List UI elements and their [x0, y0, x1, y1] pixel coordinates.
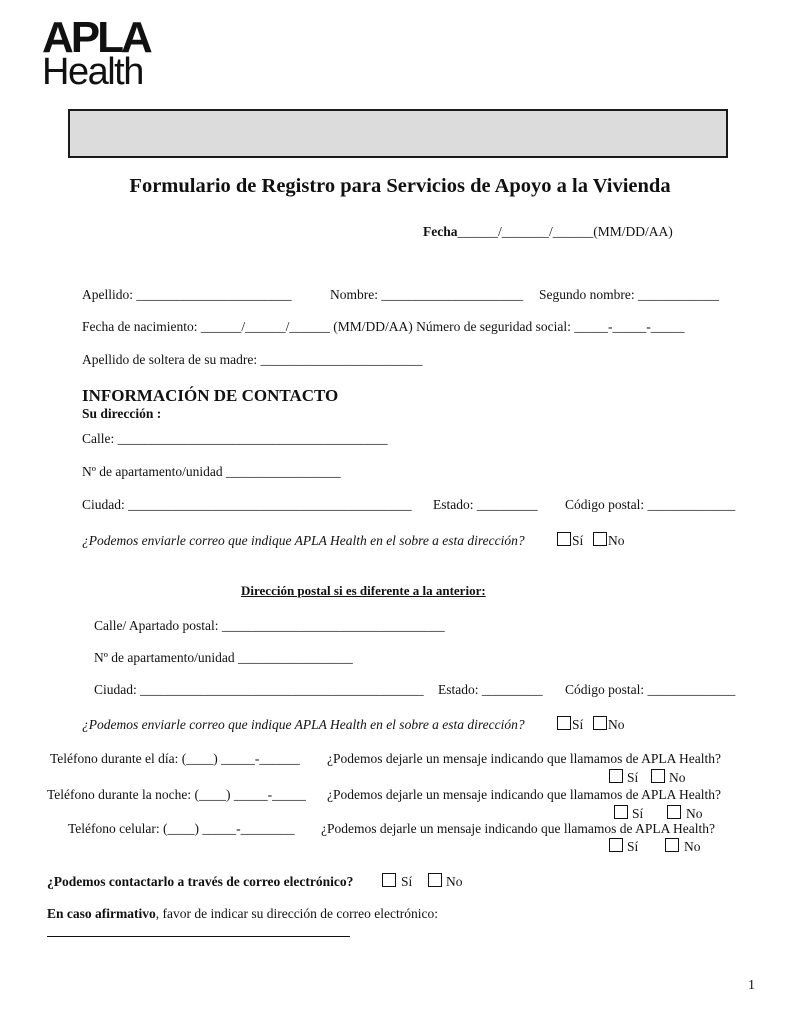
page-title: Formulario de Registro para Servicios de Apoyo a la Vivienda [129, 175, 671, 197]
postal-mail-yes-checkbox[interactable] [557, 716, 571, 730]
date-row [423, 224, 673, 240]
zip-field[interactable]: Código postal: _____________ [565, 497, 736, 512]
state-field[interactable]: Estado: _________ [433, 497, 538, 512]
apartment-field[interactable]: Nº de apartamento/unidad _________________ [82, 464, 341, 479]
middle-name-field[interactable]: Segundo nombre: ____________ [539, 287, 719, 302]
night-message-no-label: No [686, 806, 703, 821]
cell-phone-field[interactable]: Teléfono celular: (____) _____-________ [68, 821, 295, 836]
city-field[interactable]: Ciudad: __________________________________________ [82, 497, 412, 512]
last-name-field[interactable]: Apellido: _______________________ [82, 287, 292, 302]
postal-mail-no-checkbox[interactable] [593, 716, 607, 730]
mail-yes-label: Sí [572, 533, 584, 548]
day-message-no-checkbox[interactable] [651, 769, 665, 783]
date-label: Fecha [423, 224, 458, 239]
postal-zip-field[interactable]: Código postal: _____________ [565, 682, 736, 697]
street-field[interactable]: Calle: ________________________________________ [82, 431, 388, 446]
cell-message-no-checkbox[interactable] [665, 838, 679, 852]
email-yes-checkbox[interactable] [382, 873, 396, 887]
postal-mail-no-label: No [608, 717, 625, 732]
postal-state-field[interactable]: Estado: _________ [438, 682, 543, 697]
day-message-no-label: No [669, 770, 686, 785]
date-format: (MM/DD/AA) [593, 224, 673, 239]
email-affirmative-rest: , favor de indicar su dirección de correo electrónico: [155, 906, 438, 921]
postal-apartment-field[interactable]: Nº de apartamento/unidad _________________ [94, 650, 353, 665]
email-yes-label: Sí [401, 874, 413, 889]
night-message-no-checkbox[interactable] [667, 805, 681, 819]
postal-heading: Dirección postal si es diferente a la anterior: [241, 583, 486, 598]
email-no-label: No [446, 874, 463, 889]
birth-date-ssn-field[interactable]: Fecha de nacimiento: ______/______/______ (MM/DD/AA) Número de seguridad social: _____-_____-_____ [82, 319, 685, 334]
cell-message-yes-checkbox[interactable] [609, 838, 623, 852]
mail-yes-checkbox[interactable] [557, 532, 571, 546]
contact-section-heading: INFORMACIÓN DE CONTACTO [82, 386, 339, 405]
postal-mail-yes-label: Sí [572, 717, 584, 732]
email-address-line[interactable] [47, 936, 350, 937]
mail-no-checkbox[interactable] [593, 532, 607, 546]
email-question: ¿Podemos contactarlo a través de correo electrónico? [47, 874, 354, 889]
postal-mail-question: ¿Podemos enviarle correo que indique APLA Health en el sobre a esta dirección? [82, 717, 525, 732]
mail-no-label: No [608, 533, 625, 548]
cell-message-yes-label: Sí [627, 839, 639, 854]
logo-apla: APLA [42, 13, 150, 62]
mother-maiden-name-field[interactable]: Apellido de soltera de su madre: ________________________ [82, 352, 423, 367]
email-affirmative-text [47, 906, 438, 922]
logo-health: Health [42, 51, 143, 93]
day-message-yes-checkbox[interactable] [609, 769, 623, 783]
postal-street-field[interactable]: Calle/ Apartado postal: _________________________________ [94, 618, 445, 633]
night-message-yes-checkbox[interactable] [614, 805, 628, 819]
day-phone-field[interactable]: Teléfono durante el día: (____) _____-______ [50, 751, 300, 766]
first-name-field[interactable]: Nombre: _____________________ [330, 287, 524, 302]
date-blanks[interactable]: ______/_______/______ [457, 224, 594, 239]
day-message-question: ¿Podemos dejarle un mensaje indicando que llamamos de APLA Health? [327, 751, 722, 766]
night-message-yes-label: Sí [632, 806, 644, 821]
mail-question: ¿Podemos enviarle correo que indique APLA Health en el sobre a esta dirección? [82, 533, 525, 548]
day-message-yes-label: Sí [627, 770, 639, 785]
email-affirmative-bold: En caso afirmativo [47, 906, 156, 921]
header-gray-box [68, 109, 728, 158]
postal-city-field[interactable]: Ciudad: __________________________________________ [94, 682, 424, 697]
cell-message-question: ¿Podemos dejarle un mensaje indicando que llamamos de APLA Health? [321, 821, 716, 836]
night-phone-field[interactable]: Teléfono durante la noche: (____) _____-_____ [47, 787, 306, 802]
cell-message-no-label: No [684, 839, 701, 854]
address-label: Su dirección : [82, 406, 162, 421]
page-number: 1 [748, 978, 755, 993]
night-message-question: ¿Podemos dejarle un mensaje indicando que llamamos de APLA Health? [327, 787, 722, 802]
email-no-checkbox[interactable] [428, 873, 442, 887]
